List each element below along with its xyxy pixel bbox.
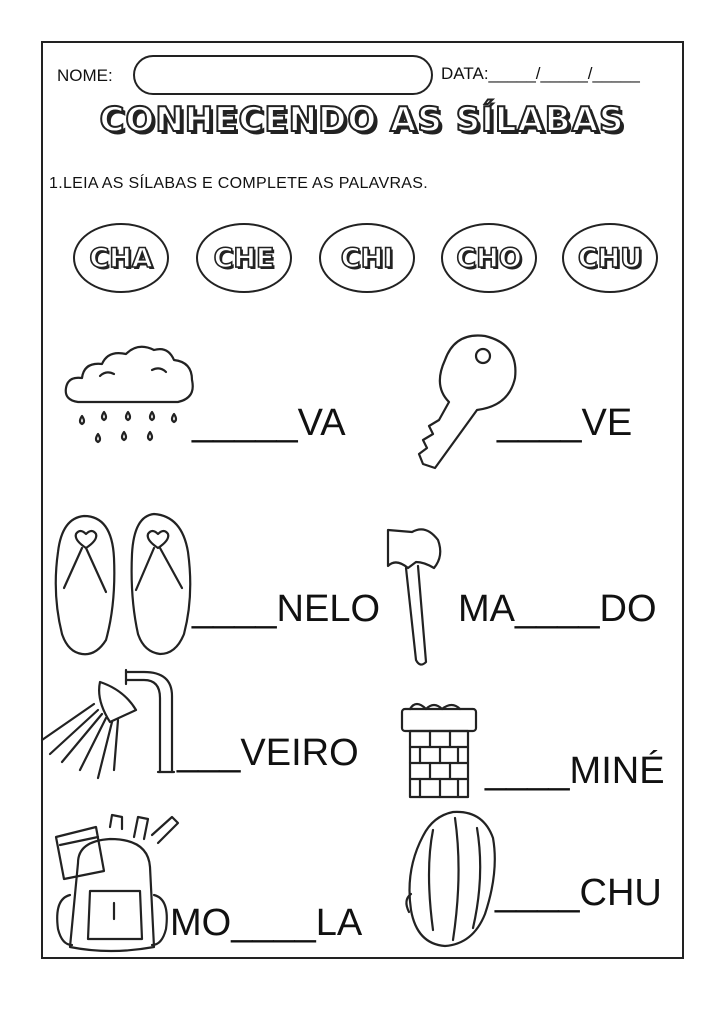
syllable-label: CHI bbox=[340, 242, 394, 274]
syllable-label: CHU bbox=[577, 242, 643, 274]
word-chave: ____VE bbox=[497, 402, 633, 444]
date-label: DATA:_____/_____/_____ bbox=[441, 64, 640, 83]
syllable-label: CHE bbox=[213, 242, 275, 274]
word-machado: MA____DO bbox=[458, 588, 657, 630]
page-title: CONHECENDO AS SÍLABAS bbox=[99, 100, 625, 140]
backpack-icon bbox=[50, 815, 180, 955]
word-chuveiro: ___VEIRO bbox=[177, 732, 359, 774]
syllable-oval-che bbox=[196, 223, 292, 293]
word-chamine: ____MINÉ bbox=[485, 750, 665, 792]
rain-cloud-icon bbox=[60, 340, 200, 455]
word-chuva: _____VA bbox=[192, 402, 346, 444]
shower-icon bbox=[40, 670, 180, 780]
syllable-oval-cha bbox=[73, 223, 169, 293]
syllable-oval-chi bbox=[319, 223, 415, 293]
word-mochila: MO____LA bbox=[170, 902, 363, 944]
instruction-text: 1.LEIA AS SÍLABAS E COMPLETE AS PALAVRAS. bbox=[49, 175, 428, 192]
syllable-oval-chu bbox=[562, 223, 658, 293]
syllable-oval-cho bbox=[441, 223, 537, 293]
syllable-label: CHA bbox=[89, 242, 153, 274]
word-chuchu: ____CHU bbox=[495, 872, 662, 914]
chimney-icon bbox=[400, 705, 480, 800]
word-chinelo: ____NELO bbox=[192, 588, 381, 630]
name-label: NOME: bbox=[57, 66, 113, 85]
chayote-icon bbox=[403, 810, 498, 950]
axe-icon bbox=[378, 522, 458, 667]
flip-flops-icon bbox=[50, 508, 200, 658]
name-field[interactable] bbox=[133, 55, 433, 95]
syllable-label: CHO bbox=[456, 242, 522, 274]
